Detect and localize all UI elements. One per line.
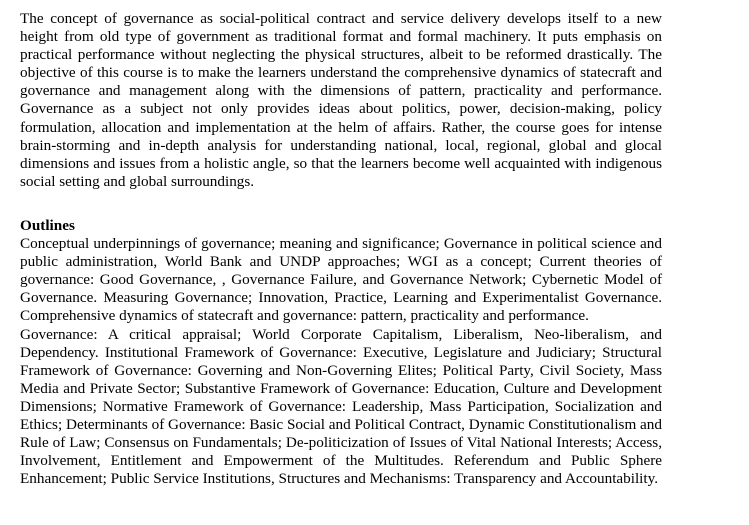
intro-paragraph: The concept of governance as social-political contract and service delivery develops itself to a new height from old type of government as traditional format and formal machinery. It puts emphasis on practical performance without neglecting the physical structures, albeit to be reformed drastically. The objective of this course is to make the learners understand the comprehensive dynamics of statecraft and governance and management along with the dimensions of pattern, practicality and performance. Governance as a subject not only provides ideas about politics, power, decision-making, policy formulation, allocation and implementation at the helm of affairs. Rather, the course goes for intense brain-storming and in-depth analysis for understanding national, local, regional, global and glocal dimensions and issues from a holistic angle, so that the learners become well acquainted with indigenous social setting and global surroundings. bbox=[20, 10, 662, 190]
document-page bbox=[20, 10, 662, 488]
outlines-paragraph-1: Conceptual underpinnings of governance; meaning and significance; Governance in political science and public administration, World Bank and UNDP approaches; WGI as a concept; Current theories of governance: Good Governance, , Governance Failure, and Governance Network; Cybernetic Model of Governance. Measuring Governance; Innovation, Practice, Learning and Experimentalist Governance. Comprehensive dynamics of statecraft and governance: pattern, practicality and performance. bbox=[20, 235, 662, 325]
outlines-heading: Outlines bbox=[20, 216, 75, 234]
outlines-paragraph-2: Governance: A critical appraisal; World Corporate Capitalism, Liberalism, Neo-liberalism, and Dependency. Institutional Framework of Governance: Executive, Legislature and Judiciary; Structural Framework of Governance: Governing and Non-Governing Elites; Political Party, Civil Society, Mass Media and Private Sector; Substantive Framework of Governance: Education, Culture and Development Dimensions; Normative Framework of Governance: Leadership, Mass Participation, Socialization and Ethics; Determinants of Governance: Basic Social and Political Contract, Dynamic Constitutionalism and Rule of Law; Consensus on Fundamentals; De-politicization of Issues of Vital National Interests; Access, Involvement, Entitlement and Empowerment of the Multitudes. Referendum and Public Sphere Enhancement; Public Service Institutions, Structures and Mechanisms: Transparency and Accountability. bbox=[20, 325, 662, 488]
